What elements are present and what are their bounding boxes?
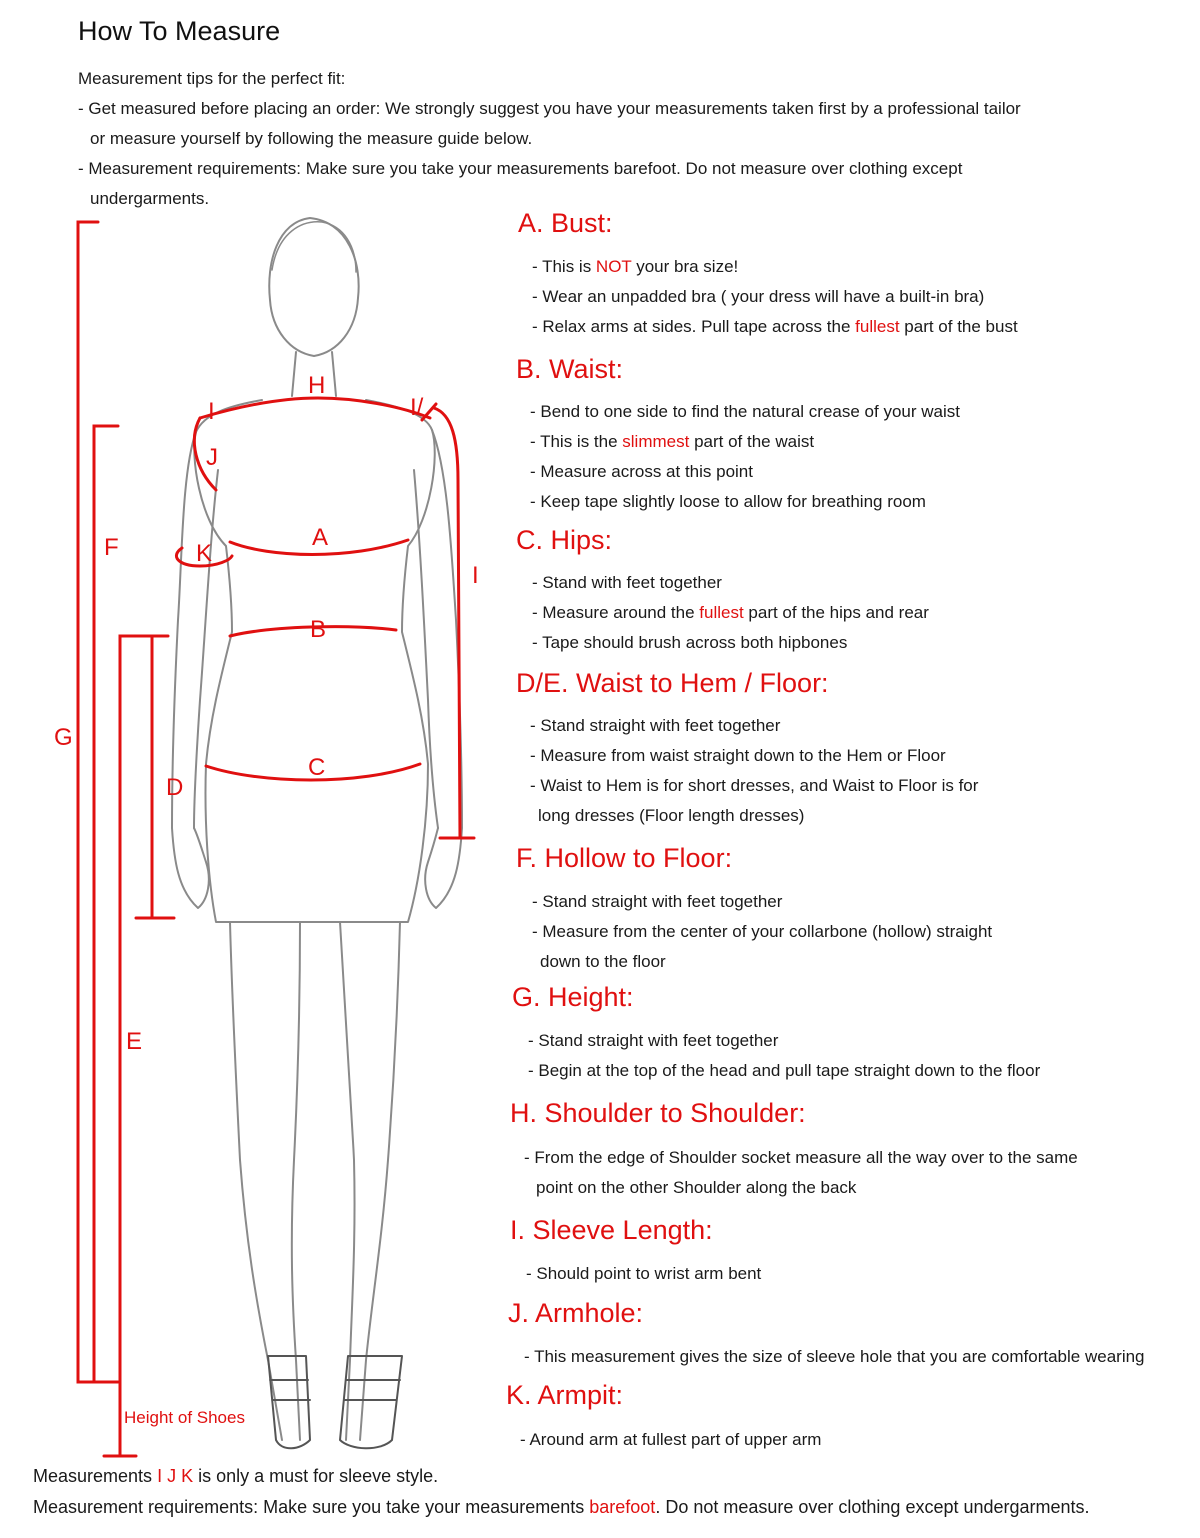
label-c: C bbox=[308, 754, 326, 781]
figure-left-leg bbox=[230, 922, 300, 1440]
hips-line-1: - Stand with feet together bbox=[532, 573, 722, 592]
figure-right-hand bbox=[425, 828, 462, 908]
hem-line-3: - Waist to Hem is for short dresses, and Waist to Floor is for bbox=[530, 776, 979, 795]
label-i-left: I bbox=[208, 398, 215, 425]
figure-left-shoe bbox=[268, 1356, 310, 1448]
hollow-line-2: - Measure from the center of your collarbone (hollow) straight bbox=[532, 922, 993, 941]
label-h: H bbox=[308, 372, 326, 399]
section-shoulder-title: H. Shoulder to Shoulder: bbox=[510, 1098, 806, 1128]
section-bust-title: A. Bust: bbox=[518, 208, 613, 238]
hem-line-4: long dresses (Floor length dresses) bbox=[538, 806, 805, 825]
hips-line-3: - Tape should brush across both hipbones bbox=[532, 633, 848, 652]
shoulder-line-1: - From the edge of Shoulder socket measure all the way over to the same bbox=[524, 1148, 1078, 1167]
waist-line-3: - Measure across at this point bbox=[530, 462, 753, 481]
footer-note-sleeve: Measurements I J K is only a must for sleeve style. bbox=[33, 1466, 439, 1486]
section-waist-title: B. Waist: bbox=[516, 354, 624, 384]
height-line-1: - Stand straight with feet together bbox=[528, 1031, 779, 1050]
figure-head bbox=[269, 218, 358, 356]
section-hips-title: C. Hips: bbox=[516, 525, 613, 555]
h-shoulder-line bbox=[200, 394, 430, 421]
section-hollow-title: F. Hollow to Floor: bbox=[516, 843, 733, 873]
label-a: A bbox=[312, 524, 329, 551]
section-armhole-title: J. Armhole: bbox=[508, 1298, 644, 1328]
bust-line-2: - Wear an unpadded bra ( your dress will have a built-in bra) bbox=[532, 287, 985, 306]
section-height-title: G. Height: bbox=[512, 982, 634, 1012]
label-d: D bbox=[166, 774, 184, 801]
bust-line-1: - This is NOT your bra size! bbox=[532, 257, 739, 276]
shoulder-line-2: point on the other Shoulder along the back bbox=[536, 1178, 857, 1197]
figure-left-hand bbox=[172, 828, 209, 908]
section-hem-title: D/E. Waist to Hem / Floor: bbox=[516, 668, 829, 698]
figure-hair bbox=[272, 222, 356, 272]
sleeve-line-1: - Should point to wrist arm bent bbox=[526, 1264, 762, 1283]
label-k: K bbox=[196, 540, 213, 567]
armhole-line-1: - This measurement gives the size of sleeve hole that you are comfortable wearing bbox=[524, 1347, 1145, 1366]
i-sleeve-line bbox=[434, 408, 474, 838]
label-j: J bbox=[206, 444, 218, 471]
figure-right-leg bbox=[340, 922, 400, 1440]
tips-intro: Measurement tips for the perfect fit: bbox=[78, 69, 346, 88]
hem-line-1: - Stand straight with feet together bbox=[530, 716, 781, 735]
tip-2-line-2: undergarments. bbox=[90, 189, 210, 208]
waist-line-1: - Bend to one side to find the natural crease of your waist bbox=[530, 402, 960, 421]
hollow-line-3: down to the floor bbox=[540, 952, 666, 971]
footer-note-requirements: Measurement requirements: Make sure you take your measurements barefoot. Do not measure over clothing except undergarments. bbox=[33, 1497, 1090, 1517]
page-title: How To Measure bbox=[78, 16, 281, 46]
figure-dress bbox=[194, 400, 434, 922]
hem-line-2: - Measure from waist straight down to the Hem or Floor bbox=[530, 746, 946, 765]
label-g: G bbox=[54, 724, 73, 751]
tip-2-line-1: - Measurement requirements: Make sure you take your measurements barefoot. Do not measure over clothing except bbox=[78, 159, 963, 178]
label-f: F bbox=[104, 534, 119, 561]
figure-right-arm bbox=[414, 430, 462, 828]
label-i-right: I/ bbox=[410, 394, 424, 421]
hollow-line-1: - Stand straight with feet together bbox=[532, 892, 783, 911]
section-sleeve-title: I. Sleeve Length: bbox=[510, 1215, 713, 1245]
waist-line-4: - Keep tape slightly loose to allow for breathing room bbox=[530, 492, 926, 511]
height-line-2: - Begin at the top of the head and pull tape straight down to the floor bbox=[528, 1061, 1041, 1080]
tip-1-line-1: - Get measured before placing an order: We strongly suggest you have your measurements taken first by a professional tailor bbox=[78, 99, 1021, 118]
section-armpit-title: K. Armpit: bbox=[506, 1380, 624, 1410]
bust-line-3: - Relax arms at sides. Pull tape across the fullest part of the bust bbox=[532, 317, 1018, 336]
tip-1-line-2: or measure yourself by following the measure guide below. bbox=[90, 129, 533, 148]
label-i-sleeve: I bbox=[472, 562, 479, 589]
waist-line-2: - This is the slimmest part of the waist bbox=[530, 432, 815, 451]
height-of-shoes-label: Height of Shoes bbox=[124, 1408, 245, 1427]
label-b: B bbox=[310, 616, 327, 643]
label-e: E bbox=[126, 1028, 143, 1055]
armpit-line-1: - Around arm at fullest part of upper arm bbox=[520, 1430, 822, 1449]
f-hollow-bracket bbox=[94, 426, 118, 1382]
hips-line-2: - Measure around the fullest part of the hips and rear bbox=[532, 603, 929, 622]
